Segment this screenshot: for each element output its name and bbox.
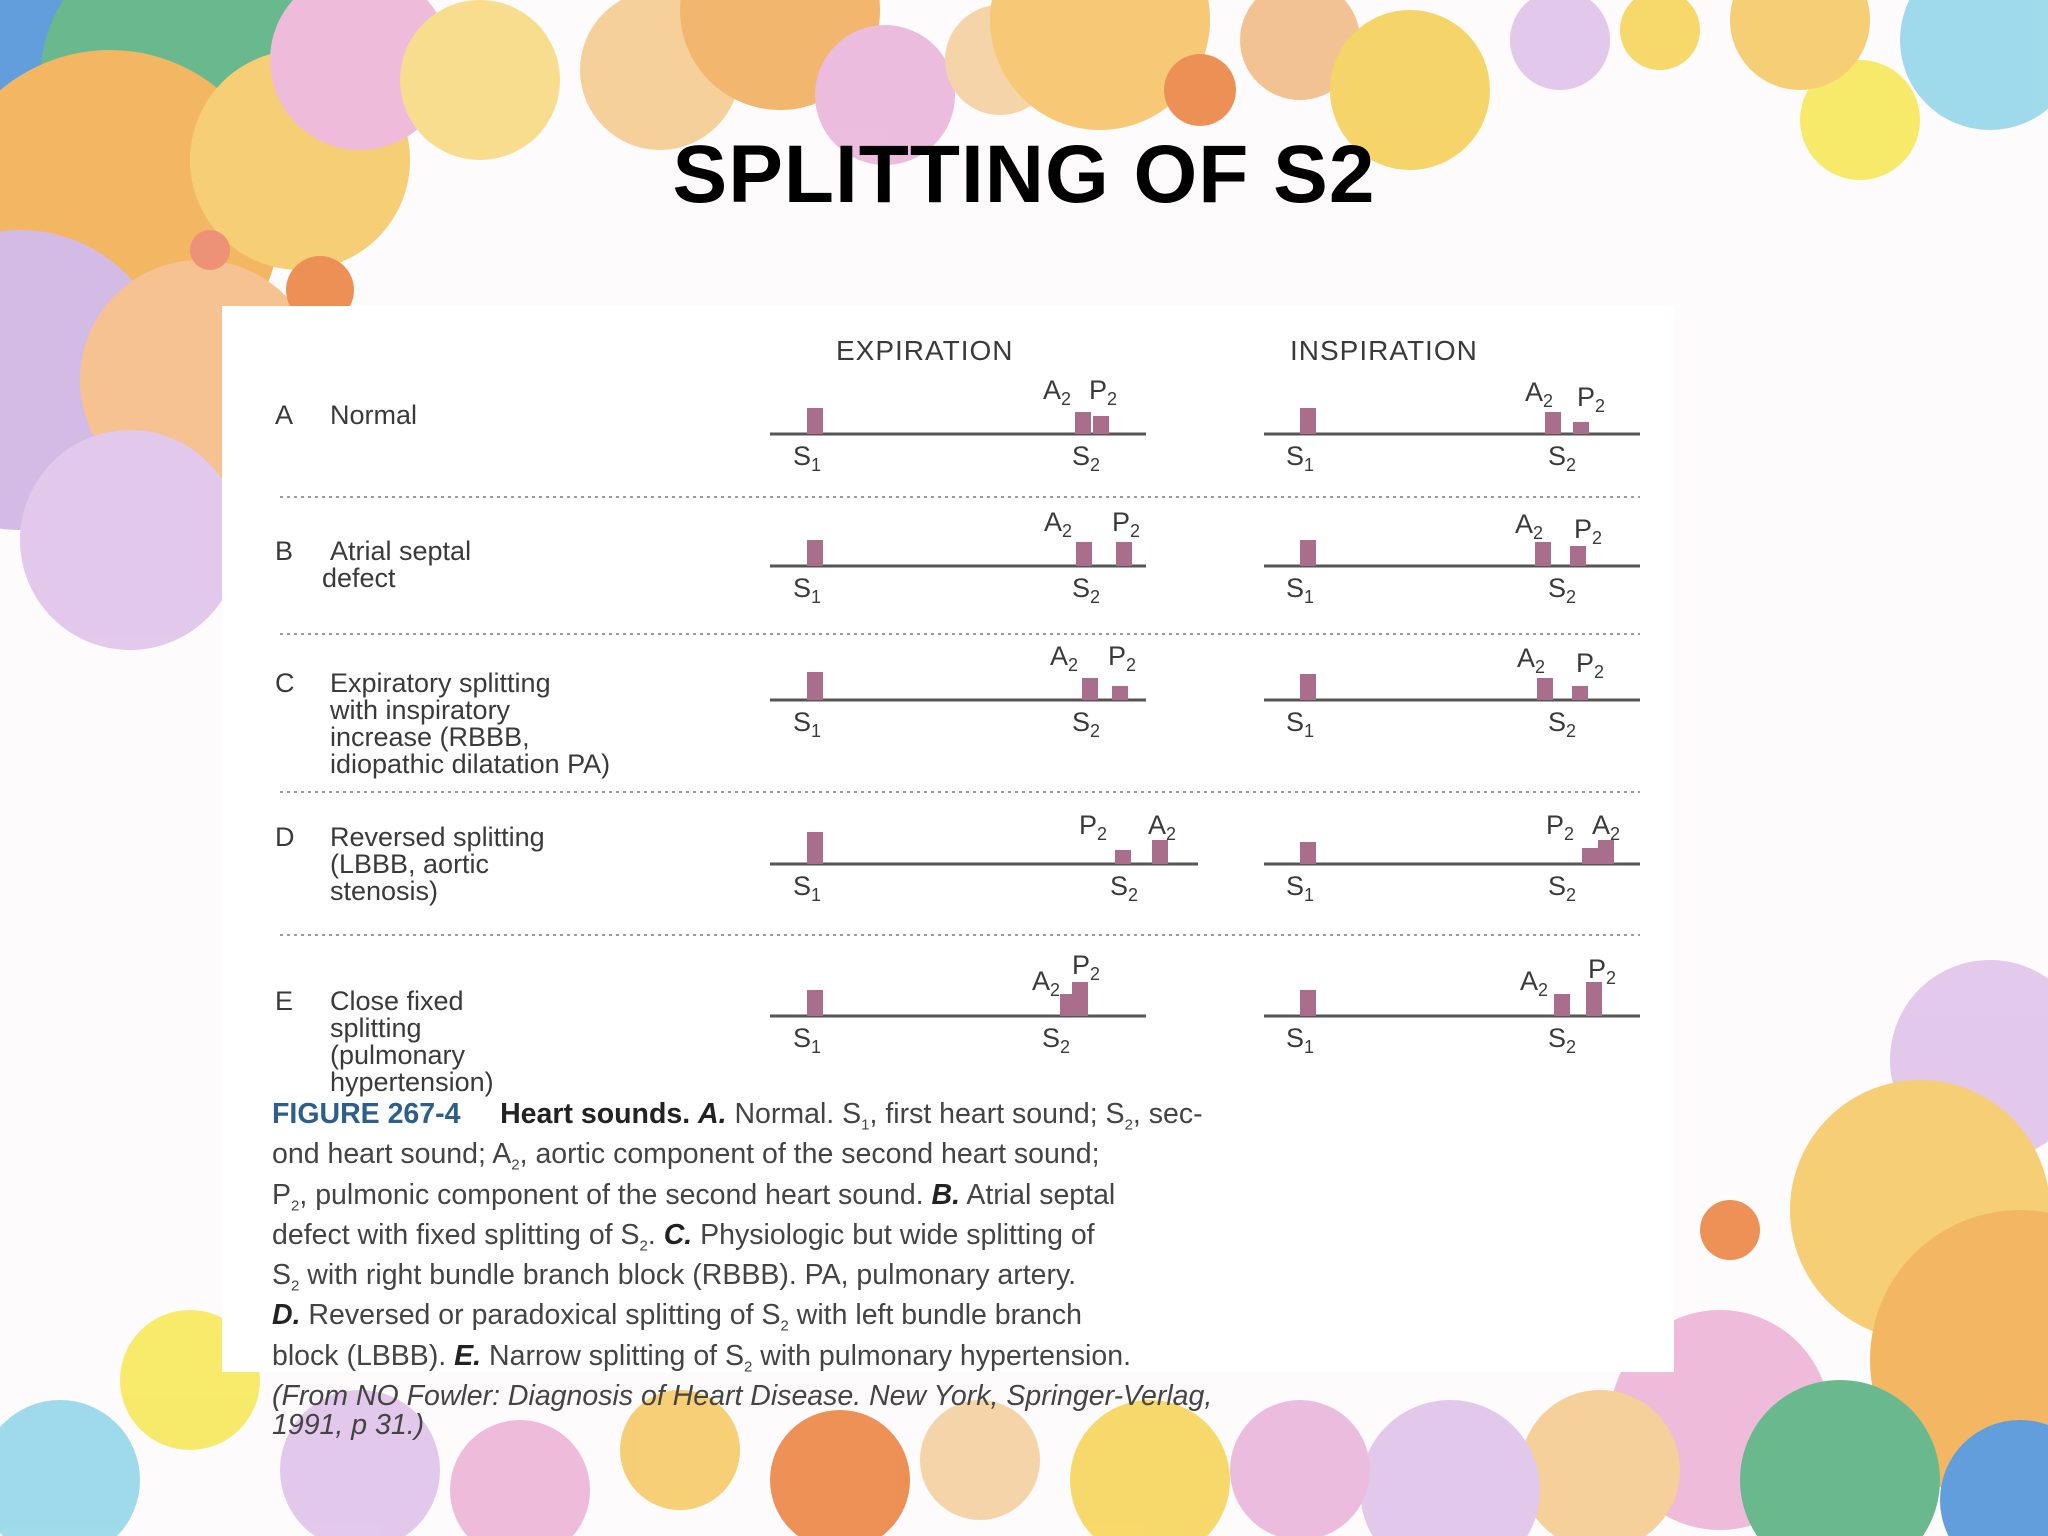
s2-label: $S_2$ [1072,707,1101,741]
s1-label: $S_1$ [1286,871,1315,905]
caption-segment: 2 [744,1358,753,1376]
row-label-line: idiopathic dilatation PA) [330,749,611,779]
s1-label: $S_1$ [1286,1023,1315,1057]
figure-caption [272,1100,1622,1439]
a2-bar [1554,994,1570,1016]
sound-traces [770,375,1640,1057]
p2-bar [1573,422,1589,434]
caption-segment: 2 [291,1197,300,1215]
s2-label: $S_2$ [1548,1023,1577,1057]
p2-bar [1093,416,1109,434]
a2-label: $A_2$ [1044,507,1073,541]
p2-label: $P_2$ [1089,375,1118,409]
caption-segment: D. [272,1299,301,1332]
caption-segment: with right bundle branch block (RBBB). PA, pulmonary artery. [299,1259,1077,1292]
s2-label: $S_2$ [1042,1023,1071,1057]
s2-label: $S_2$ [1548,441,1577,475]
caption-segment: C. [663,1218,693,1251]
caption-segment: , aortic component of the second heart sound; [519,1138,1100,1171]
caption-segment: E. [454,1339,482,1372]
s1-label: $S_1$ [1286,707,1315,741]
caption-segment: 2 [1124,1116,1133,1134]
caption-segment: Atrial septal [960,1178,1116,1211]
caption-line [272,1379,1622,1412]
row-label-line: Atrial septal [330,536,472,566]
caption-line [272,1261,1622,1301]
s1-label: $S_1$ [1286,441,1315,475]
caption-segment: Heart sounds. [500,1098,699,1130]
a2-label: $A_2$ [1043,375,1072,409]
row-labels [275,400,610,1097]
s1-bar [1300,540,1316,566]
row-label-line: stenosis) [330,876,439,906]
s1-label: $S_1$ [793,1023,822,1057]
s2-label: $S_2$ [1072,441,1101,475]
caption-segment: , first heart sound; S [869,1098,1125,1130]
caption-line [272,1301,1622,1341]
p2-label: $P_2$ [1108,641,1137,675]
row-label-line: Expiratory splitting [330,668,551,698]
a2-label: $A_2$ [1515,509,1544,543]
caption-segment: Normal. S [726,1098,862,1130]
caption-segment: block (LBBB). [272,1339,455,1372]
row-label-line: Close fixed [330,986,464,1016]
caption-segment: P [272,1178,292,1211]
caption-segment: 1991, p 31.) [272,1408,425,1441]
s2-label: $S_2$ [1548,871,1577,905]
caption-segment: S [272,1259,292,1292]
a2-label: $A_2$ [1525,377,1554,411]
s1-label: $S_1$ [1286,573,1315,607]
p2-label: $P_2$ [1588,954,1617,988]
caption-segment: Narrow splitting of S [481,1339,745,1372]
a2-bar [1082,678,1098,700]
s2-label: $S_2$ [1548,707,1577,741]
p2-label: $P_2$ [1112,507,1141,541]
row-letter-a: A [275,400,294,430]
row-label-line: (LBBB, aortic [330,849,490,879]
p2-bar [1582,848,1598,864]
p2-bar [1116,542,1132,566]
caption-segment: defect with fixed splitting of S [272,1218,640,1251]
caption-segment: , sec- [1132,1098,1203,1130]
a2-bar [1076,542,1092,566]
p2-label: $P_2$ [1546,810,1575,844]
a2-bar [1075,412,1091,434]
s2-label: $S_2$ [1110,871,1139,905]
p2-label: $P_2$ [1576,648,1605,682]
p2-bar [1586,982,1602,1016]
a2-bar [1535,542,1551,566]
s1-label: $S_1$ [793,707,822,741]
a2-label: $A_2$ [1592,810,1621,844]
a2-bar [1545,412,1561,434]
s1-label: $S_1$ [793,573,822,607]
s1-bar [807,832,823,864]
caption-line [272,1339,1622,1382]
caption-segment: 1 [861,1116,870,1134]
row-letter-b: B [275,536,294,566]
caption-segment: Physiologic but wide splitting of [692,1218,1095,1251]
row-label-line: increase (RBBB, [330,722,530,752]
caption-line [272,1218,1622,1261]
figure-label: FIGURE 267-4 [272,1098,461,1130]
caption-segment: B. [931,1178,961,1211]
caption-segment: 2 [780,1318,789,1336]
caption-segment: 2 [639,1237,648,1255]
a2-label: $A_2$ [1032,966,1061,1000]
s1-label: $S_1$ [793,871,822,905]
caption-segment: 2 [511,1156,520,1174]
caption-segment: 2 [291,1277,300,1295]
row-label-line: splitting [330,1013,422,1043]
row-letter-d: D [275,822,295,852]
s1-bar [807,672,823,700]
row-letter-e: E [275,986,294,1016]
s2-label: $S_2$ [1072,573,1101,607]
row-label-line: hypertension) [330,1067,494,1097]
row-label-line: Normal [330,400,418,430]
caption-segment: (From NO Fowler: Diagnosis of Heart Disease. New York, Springer-Verlag, [272,1379,1213,1412]
row-label-line: defect [322,563,396,593]
a2-label: $A_2$ [1148,810,1177,844]
a2-label: $A_2$ [1520,966,1549,1000]
caption-segment: , pulmonic component of the second heart sound. [299,1178,932,1211]
a2-bar [1537,678,1553,700]
a2-label: $A_2$ [1050,641,1079,675]
s1-bar [1300,990,1316,1016]
caption-segment: Reversed or paradoxical splitting of S [300,1299,781,1332]
p2-bar [1570,546,1586,566]
p2-label: $P_2$ [1072,950,1101,984]
s1-bar [1300,674,1316,700]
a2-label: $A_2$ [1517,643,1546,677]
slide-title: SPLITTING OF S2 [672,129,1376,220]
s1-label: $S_1$ [793,441,822,475]
caption-segment: with left bundle branch [788,1299,1082,1332]
caption-line [272,1140,1622,1180]
row-label-line: (pulmonary [330,1040,466,1070]
caption-line [272,1408,1622,1441]
caption-segment: ond heart sound; A [272,1138,512,1171]
caption-segment: A. [698,1098,727,1130]
header-expiration: EXPIRATION [836,335,1014,366]
row-label-line: Reversed splitting [330,822,545,852]
s1-bar [1300,408,1316,434]
s2-label: $S_2$ [1548,573,1577,607]
caption-line [272,1178,1622,1221]
s1-bar [1300,842,1316,864]
s1-bar [807,990,823,1016]
p2-bar [1112,686,1128,700]
caption-line [272,1100,1622,1140]
caption-segment: . [647,1218,664,1251]
caption-segment: with pulmonary hypertension. [752,1339,1131,1372]
s1-bar [807,408,823,434]
p2-label: $P_2$ [1577,382,1606,416]
p2-bar [1072,982,1088,1016]
header-inspiration: INSPIRATION [1290,335,1478,366]
p2-bar [1115,850,1131,864]
p2-bar [1572,686,1588,700]
p2-label: $P_2$ [1079,810,1108,844]
s1-bar [807,540,823,566]
row-label-line: with inspiratory [330,695,511,725]
p2-label: $P_2$ [1574,514,1603,548]
row-letter-c: C [275,668,295,698]
